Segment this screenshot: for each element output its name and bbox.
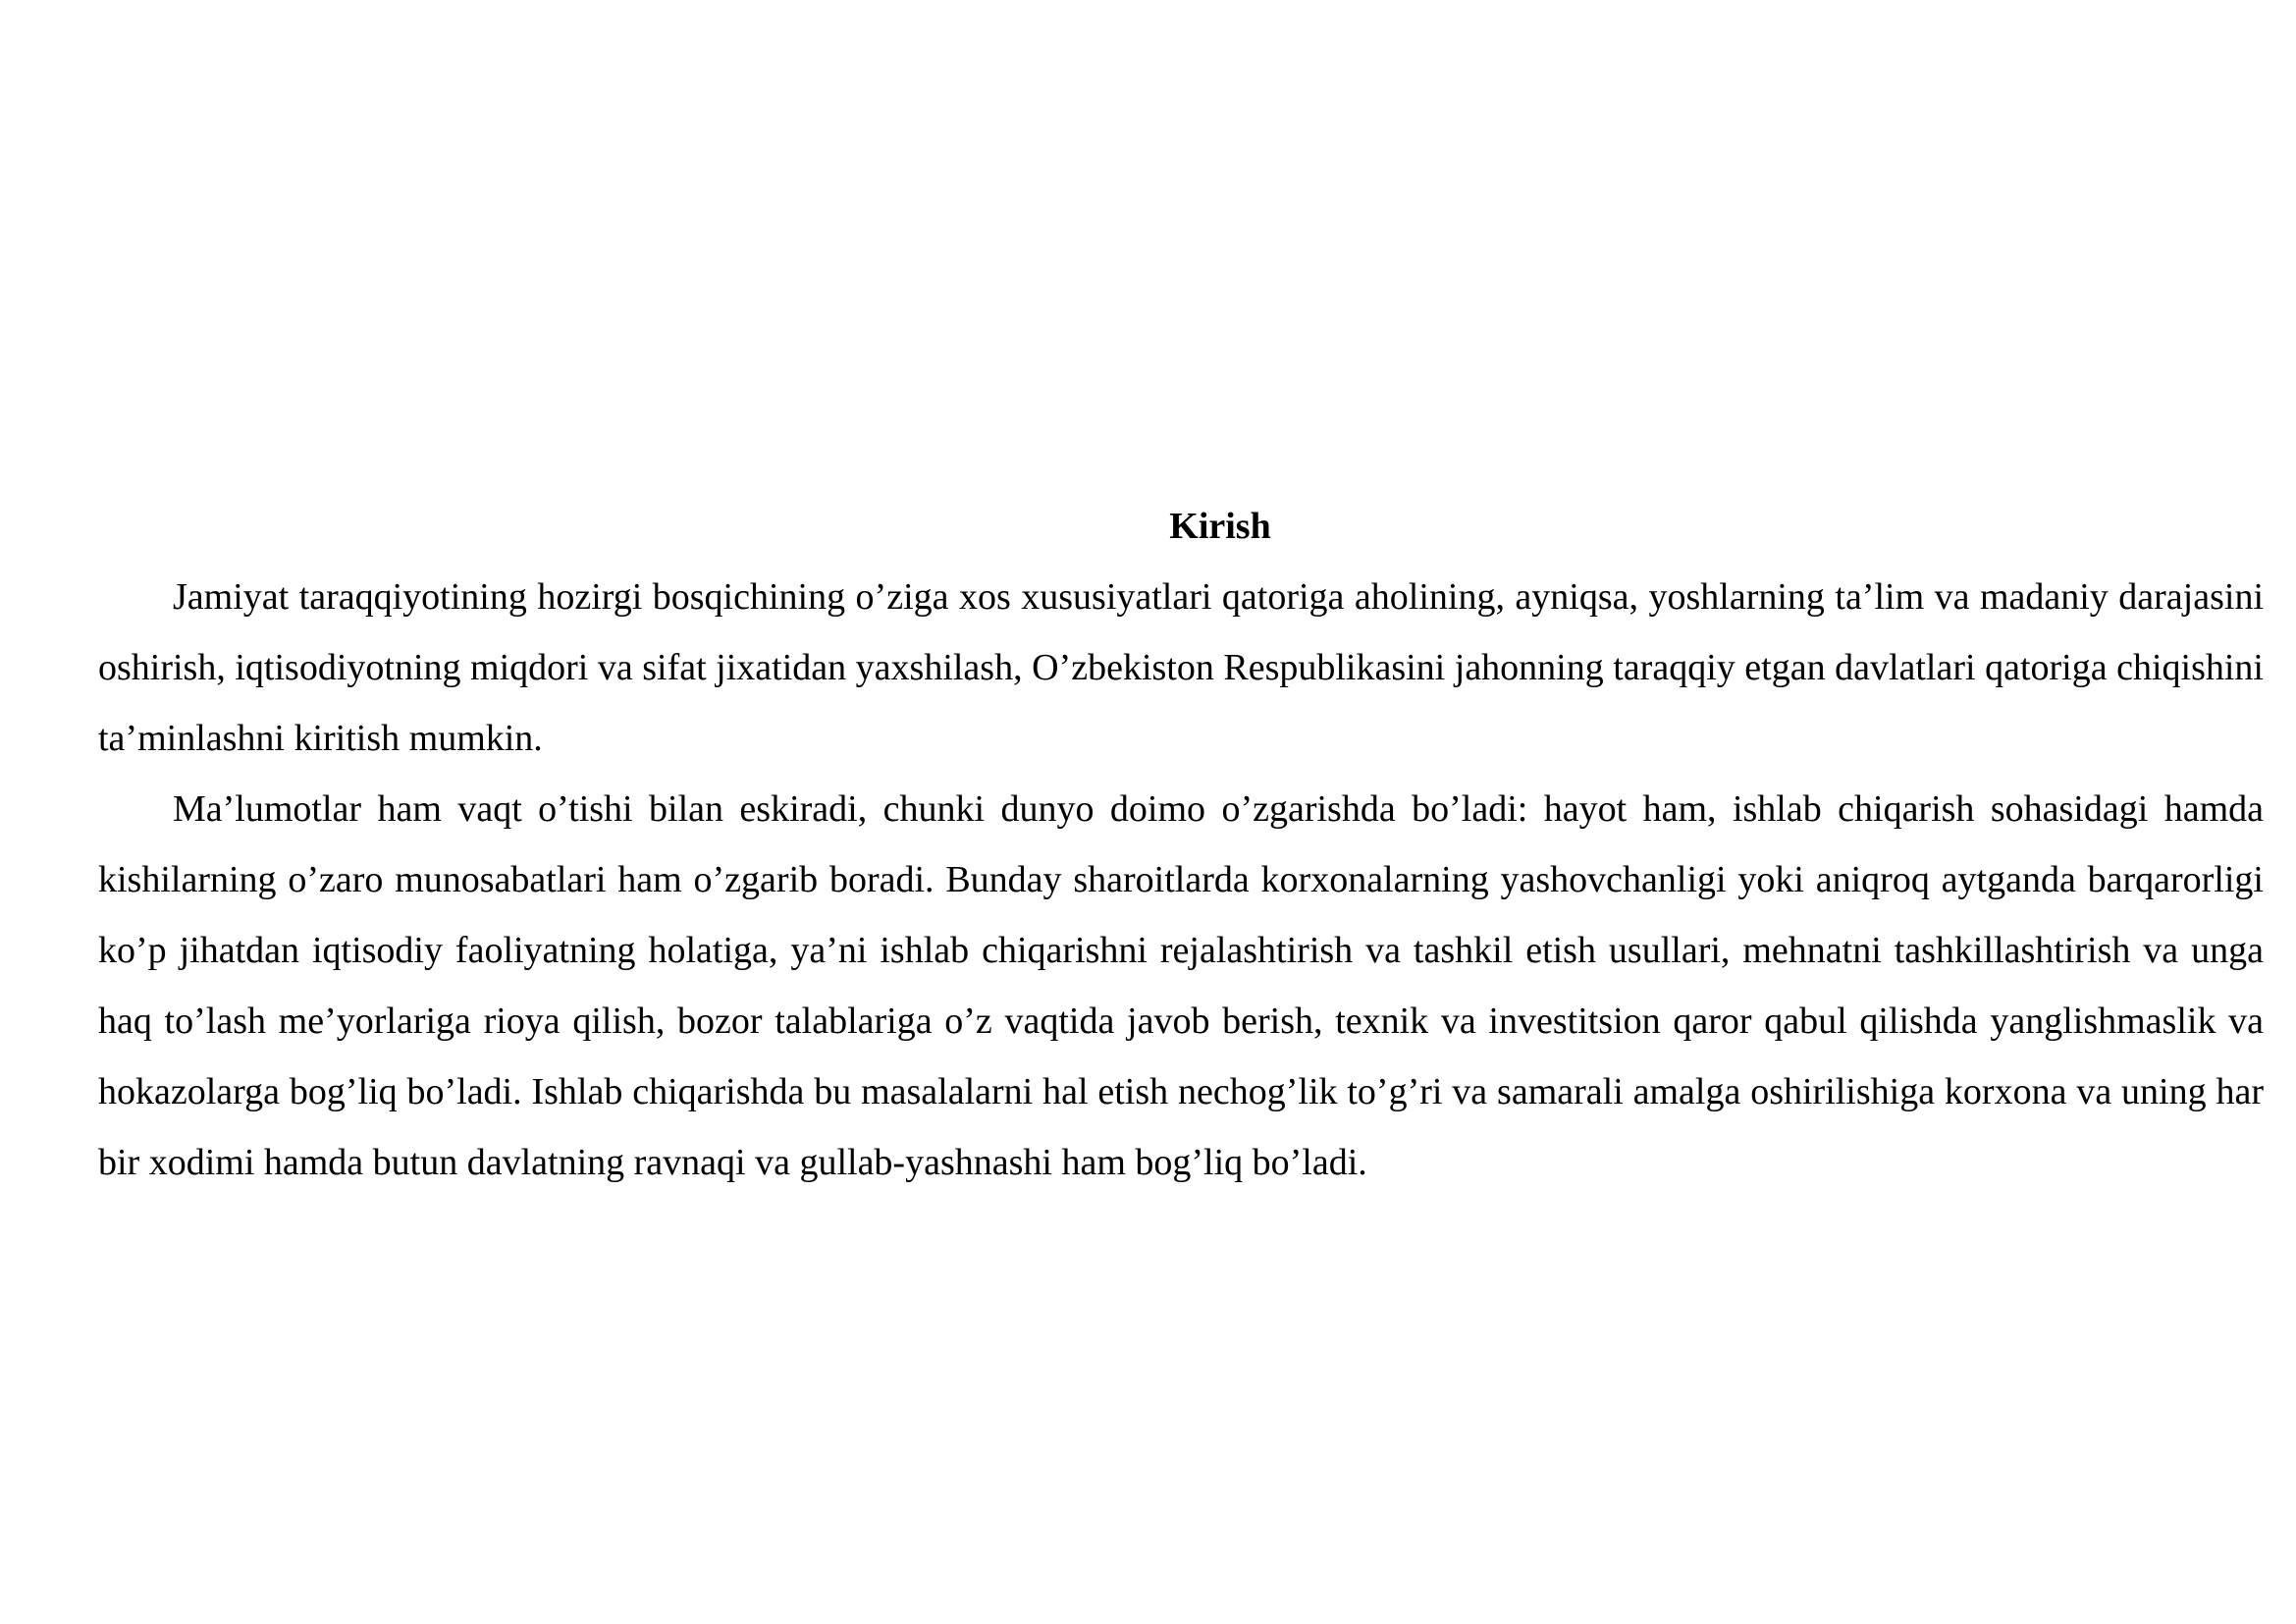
document-body [98, 491, 2264, 1198]
section-heading: Kirish [1169, 506, 1271, 547]
paragraph-2: Ma’lumotlar ham vaqt o’tishi bilan eskiradi, chunki dunyo doimo o’zgarishda bo’ladi: hayot ham, ishlab chiqarish sohasidagi hamda kishilarning o’zaro munosabatlari ham o’zgarib boradi. Bunday sharoitlarda korxonalarning yashovchanligi yoki aniqroq aytganda barqarorligi ko’p jihatdan iqtisodiy faoliyatning holatiga, ya’ni ishlab chiqarishni rejalashtirish va tashkil etish usullari, mehnatni tashkillashtirish va unga haq to’lash me’yorlariga rioya qilish, bozor talablariga o’z vaqtida javob berish, texnik va investitsion qaror qabul qilishda yanglishmaslik va hokazolarga bog’liq bo’ladi. Ishlab chiqarishda bu masalalarni hal etish nechog’lik to’g’ri va samarali amalga oshirilishiga korxona va uning har bir xodimi hamda butun davlatning ravnaqi va gullab-yashnashi ham bog’liq bo’ladi. [98, 788, 2264, 1183]
paragraph-1: Jamiyat taraqqiyotining hozirgi bosqichining o’ziga xos xususiyatlari qatoriga aholining, ayniqsa, yoshlarning ta’lim va madaniy darajasini oshirish, iqtisodiyotning miqdori va sifat jixatidan yaxshilash, O’zbekiston Respublikasini jahonning taraqqiy etgan davlatlari qatoriga chiqishini ta’minlashni kiritish mumkin. [98, 576, 2264, 759]
